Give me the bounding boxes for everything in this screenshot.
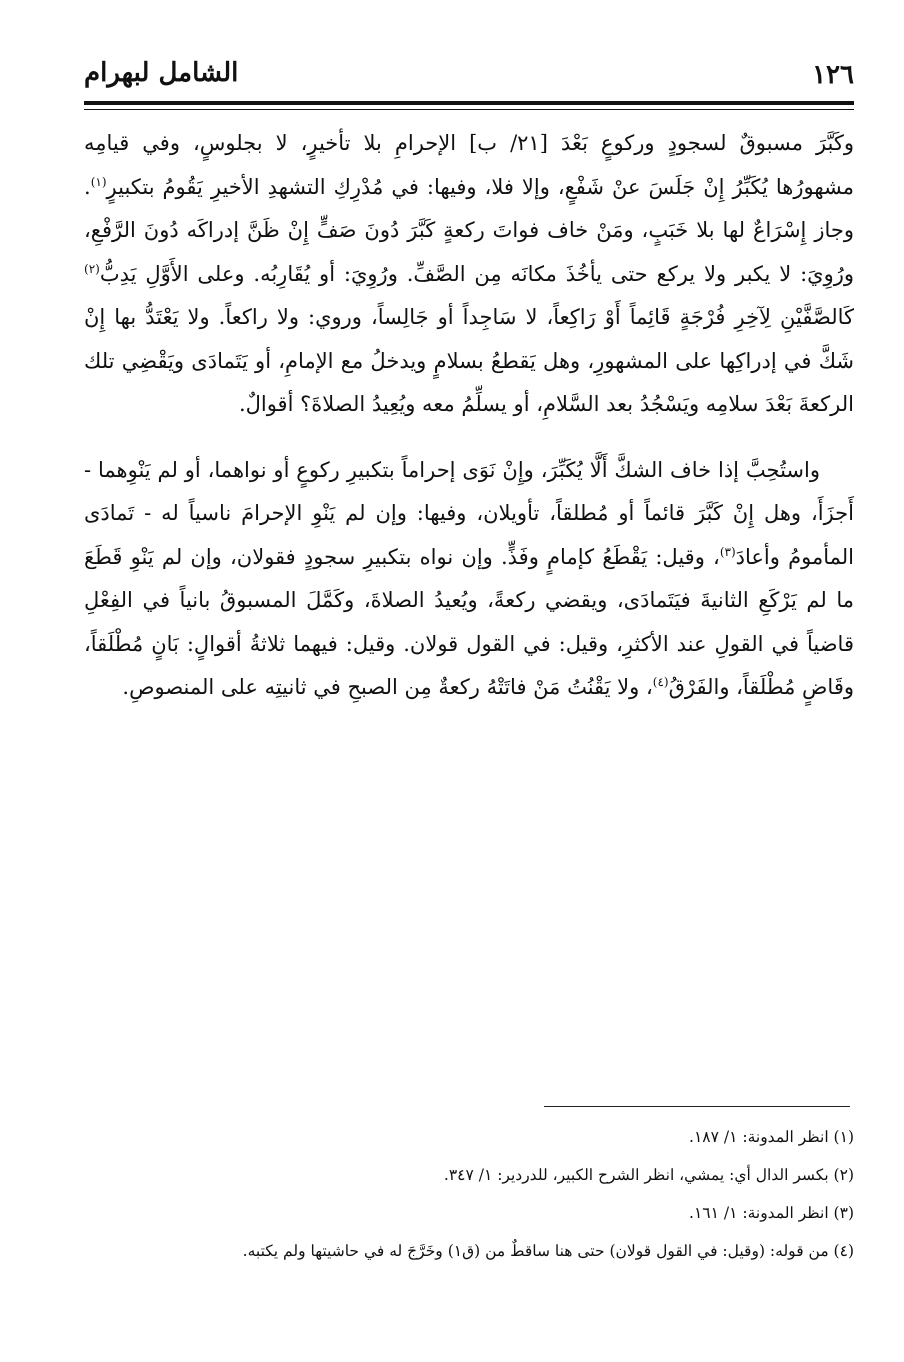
footnote-ref-1[interactable]: (١) [90, 174, 107, 189]
paragraph-2-text-3: ، ولا يَقْنُتُ مَنْ فاتَتْهُ ركعةٌ مِن الصبحِ في ثانيتِه على المنصوصِ. [122, 675, 653, 699]
paragraph-2-text: واستُحِبَّ إذا خاف الشكَّ أَلَّا يُكَبِّرَ، وإِنْ نَوَى إحراماً بتكبيرِ ركوعٍ أو نواهما، أو لم يَنْوِهما - أَجزَأَ، وهل إِنْ كَبَّرَ قائماً أو مُطلقاً، تأويلان، وفيها: وإن لم يَنْوِ الإحرامَ ناسياً له - تَمادَى المأمومُ وأعادَ [84, 457, 854, 569]
footnote-ref-3[interactable]: (٣) [719, 544, 736, 559]
footnote-3: (٣) انظر المدونة: ١/ ١٦١. [689, 1204, 854, 1222]
footnote-1: (١) انظر المدونة: ١/ ١٨٧. [689, 1128, 854, 1146]
paragraph-2-text-2: ، وقيل: يَقْطَعُ كإمامٍ وفَذٍّ. وإن نواه بتكبيرِ سجودٍ فقولان، وإن لم يَنْوِ قَطَعَ ما لم يَرْكَعِ الثانيةَ فيَتَمادَى، ويقضي ركعةً، ويُعيدُ الصلاةَ، وكَمَّلَ المسبوقُ بانياً في الفِعْلِ قاضياً في القولِ عند الأكثرِ، وقيل: في القول قولان. وقيل: فيهما ثلاثةُ أقوالٍ: بَانٍ مُطْلَقاً، وقَاضٍ مُطْلَقاً، والفَرْقُ [84, 544, 854, 699]
footnote-2: (٢) بكسر الدال أي: يمشي، انظر الشرح الكبير، للدردير: ١/ ٣٤٧. [443, 1166, 854, 1184]
paragraph-1 [84, 122, 854, 427]
header-rule-thin [84, 109, 854, 110]
page-header [84, 58, 854, 102]
paragraph-2 [84, 449, 854, 710]
footnote-ref-2[interactable]: (٢) [84, 261, 100, 276]
paragraph-1-text-3: كَالصَّفَّيْنِ لِآخِرِ فُرْجَةٍ قَائِماً أَوْ رَاكِعاً، لا سَاجِداً أو جَالِساً، وروي: ولا راكعاً. ولا يَعْتَدُّ بها إِنْ شَكَّ في إدراكِها على المشهورِ، وهل يَقطعُ بسلامٍ ويدخلُ مع الإمامِ، أو يَتَمادَى ويَقْضِي تلك الركعةَ بَعْدَ سلامِه ويَسْجُدُ بعد السَّلامِ، أو يسلِّمُ معه ويُعِيدُ الصلاةَ؟ أقوالٌ. [84, 305, 854, 416]
paragraph-1-text: وكَبَّرَ مسبوقٌ لسجودٍ وركوعٍ بَعْدَ [٢١/ ب] الإحرامِ بلا تأخيرٍ، لا بجلوسٍ، وفي قيامِه مشهورُها يُكَبِّرُ إِنْ جَلَسَ عنْ شَفْعٍ، وإلا فلا، وفيها: في مُدْرِكِ التشهدِ الأخيرِ يَقُومُ بتكبيرٍ [84, 131, 855, 199]
header-rule-thick [84, 101, 854, 105]
footnote-ref-4[interactable]: (٤) [652, 675, 669, 689]
footnote-4: (٤) من قوله: (وقيل: في القول قولان) حتى هنا ساقطٌ من (ق١) وخَرَّجَ له في حاشيتها ولم يكتبه. [242, 1242, 854, 1260]
footnote-separator [544, 1106, 850, 1107]
footnotes [84, 1118, 854, 1270]
paragraph-1-text-2: . وجاز إِسْرَاعٌ لها بلا خَبَبٍ، ومَنْ خاف فواتَ ركعةٍ كَبَّرَ دُونَ صَفٍّ إِنْ ظَنَّ إدراكَه دُونَ الرَّفْعِ، ورُوِيَ: لا يكبر ولا يركع حتى يأخُذَ مكانَه مِن الصَّفِّ. ورُوِيَ: أو يُقَارِبُه. وعلى الأَوَّلِ يَدِبُّ [84, 174, 854, 286]
running-title: الشامل لبهرام [84, 58, 239, 88]
body-text [84, 122, 854, 710]
page-number: ١٢٦ [812, 60, 854, 90]
